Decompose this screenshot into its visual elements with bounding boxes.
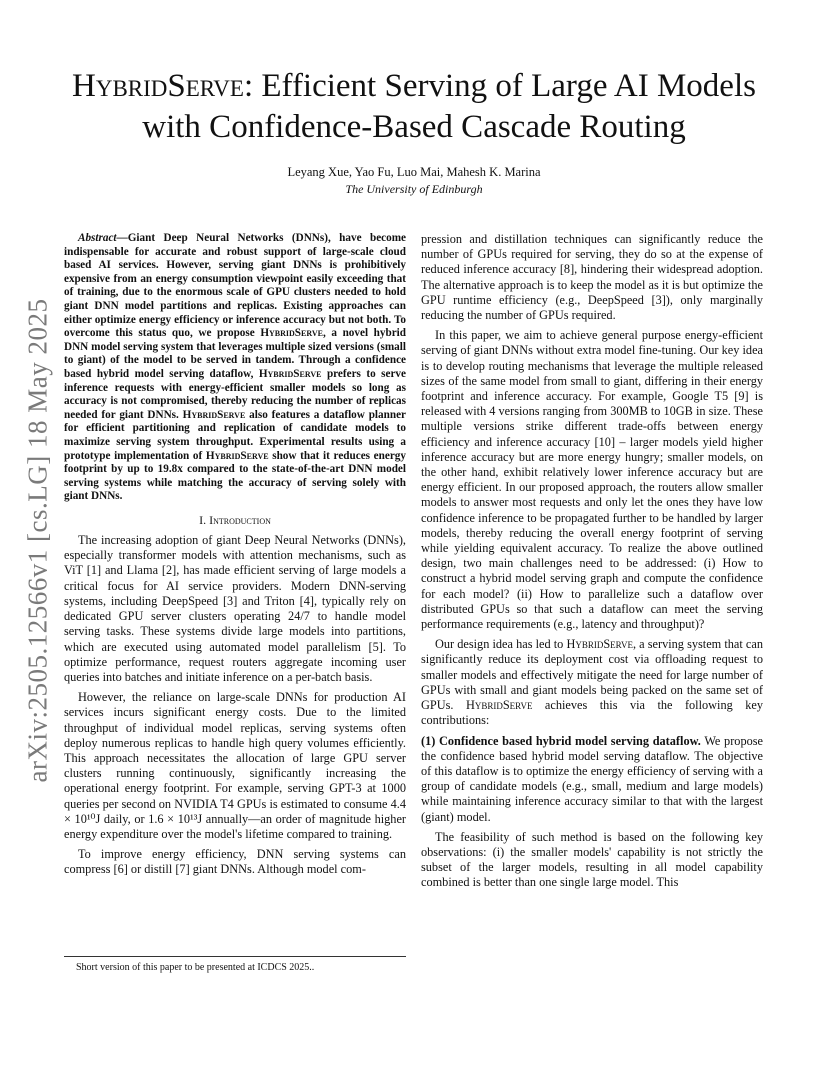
footnote-divider <box>64 956 406 957</box>
body-paragraph-design <box>421 637 763 728</box>
system-name: HybridServe <box>72 68 244 104</box>
text-span: achieves this via the following key contributions: <box>421 698 763 728</box>
system-name-inline: HybridServe <box>258 367 322 380</box>
arxiv-identifier-stamp <box>18 300 58 780</box>
intro-paragraph-1: The increasing adoption of giant Deep Neural Networks (DNNs), especially transformer models with attention mechanisms, such as ViT [1] and Llama [2], has made efficient serving of large models a critical focus for AI service providers. Modern DNN-serving systems, including DeepSpeed [3] and Triton [4], typically rely on dedicated GPU server clusters operating 24/7 to handle model serving tasks. These systems divide large models into partitions, which are executed using automated model parallelism [5]. To optimize performance, request routers aggregate incoming user queries into batches and initiate inference on a per-batch basis. <box>64 533 406 684</box>
abstract-text-3: prefers to serve inference requests with energy-efficient smaller models so long as accuracy is not compromised, thereby reducing the number of replicas needed for giant DNNs. <box>64 367 406 421</box>
body-paragraph-key-idea: In this paper, we aim to achieve general purpose energy-efficient serving of giant DNNs without extra model fine-tuning. Our key idea is to develop routing mechanisms that leverage the multiple released sizes of the same model from small to giant, differing in their energy footprint and inference accuracy. For example, Google T5 [9] is released with 4 versions ranging from 300MB to 10GB in size. These multiple versions strike different trade-offs between energy efficiency and inference accuracy [10] – larger models yield higher inference accuracy but are more energy hungry; smaller models, on the other hand, exhibit relatively lower inference accuracy but are energy efficient. In our proposed approach, the routers allow smaller models to answer most requests and only let the ones they have low confidence inference to be propagated further to be handled by larger models, thereby reducing the overall energy footprint of serving while yielding equivalent accuracy. To realize the above outlined design, two main challenges need to be addressed: (i) How to construct a hybrid model serving graph and compute the confidence for each model? (ii) How to parallelize such a dataflow over distributed GPUs so that such a dataflow can meet the serving performance requirements (e.g., latency and throughput)? <box>421 328 763 632</box>
system-name-inline: HybridServe <box>260 327 323 340</box>
contribution-1-text: We propose the confidence based hybrid model serving dataflow. The objective of this dataflow is to optimize the energy efficiency of serving with a group of candidate models (e.g., small, medium and large models) while maintaining inference accuracy similar to that with the largest (giant) model. <box>421 733 763 824</box>
left-column <box>64 232 406 878</box>
abstract-text-4: also features a dataflow planner for efficient partitioning and replication of candidate models to maximize serving system throughput. Experimental results using a prototype implementation of <box>64 408 406 462</box>
text-span: Our design idea has led to <box>435 637 567 652</box>
paper-title <box>60 66 768 148</box>
body-paragraph-feasibility: The feasibility of such method is based on the following key observations: (i) the smaller models' capability is not strictly the subset of the larger models, resulting in all model capability combined is better than one single large model. This <box>421 829 763 890</box>
system-name-inline: HybridServe <box>566 637 633 652</box>
system-name-inline: HybridServe <box>182 408 246 421</box>
contribution-1-paragraph <box>421 734 763 825</box>
contribution-1-lead: (1) Confidence based hybrid model serving dataflow. <box>421 733 701 748</box>
title-rest: : Efficient Serving of Large AI Models with Confidence-Based Cascade Routing <box>142 68 756 145</box>
abstract-label: Abstract <box>78 232 117 244</box>
body-paragraph-continued: pression and distillation techniques can significantly reduce the number of GPUs required for serving, they do so at the expense of reduced inference accuracy [8], hindering their widespread adoption. The alternative approach is to keep the model as it is but optimize the GPU runtime efficiency (e.g., DeepSpeed [3]), only marginally reducing the number of GPUs required. <box>421 232 763 323</box>
system-name-inline: HybridServe <box>205 449 269 462</box>
abstract-text-1: —Giant Deep Neural Networks (DNNs), have become indispensable for accurate and robust support of large-scale cloud based AI services. However, serving giant DNNs is prohibitively expensive from an energy consumption viewpoint easily exceeding that of training, due to the enormous scale of GPU clusters needed to hold giant DNN model partitions and replicas. Existing approaches can either optimize energy efficiency or inference accuracy but not both. To overcome this status quo, we propose <box>64 232 406 340</box>
intro-paragraph-3: To improve energy efficiency, DNN serving systems can compress [6] or distill [7] giant DNNs. Although model com- <box>64 847 406 877</box>
intro-paragraph-2: However, the reliance on large-scale DNNs for production AI services incurs significant energy costs. Due to the limited throughput of individual model replicas, serving systems often deploy numerous replicas to handle high query volumes efficiently. This approach necessitates the allocation of large GPU server clusters running continuously, significantly increasing the operational energy footprint. For example, serving GPT-3 at 1000 queries per second on NVIDIA T4 GPUs is estimated to consume 4.4 × 10¹⁰J daily, or 1.6 × 10¹³J annually—an order of magnitude higher energy expenditure over the model's lifetime compared to training. <box>64 690 406 841</box>
affiliation: The University of Edinburgh <box>345 182 483 196</box>
section-heading-introduction: I. Introduction <box>199 512 271 527</box>
abstract <box>64 232 406 504</box>
author-list: Leyang Xue, Yao Fu, Luo Mai, Mahesh K. Marina <box>287 165 541 179</box>
arxiv-identifier-text: arXiv:2505.12566v1 [cs.LG] 18 May 2025 <box>22 298 53 782</box>
abstract-text-2: , a novel hybrid DNN model serving system that leverages multiple sized versions (small to giant) of the model to be served in tandem. Through a confidence based hybrid model serving dataflow, <box>64 327 406 380</box>
abstract-text-5: show that it reduces energy footprint by up to 19.8x compared to the state-of-the-art DNN model serving systems while matching the accuracy of serving solely with giant DNNs. <box>64 449 406 503</box>
text-span: , a serving system that can significantly reduce its deployment cost via offloading request to smaller models and effectively mitigate the need for large number of GPUs with small and giant models being packed on the same set of GPUs. <box>421 637 763 713</box>
footnote: Short version of this paper to be presented at ICDCS 2025.. <box>76 962 315 973</box>
right-column <box>421 232 763 891</box>
system-name-inline: HybridServe <box>465 698 533 713</box>
